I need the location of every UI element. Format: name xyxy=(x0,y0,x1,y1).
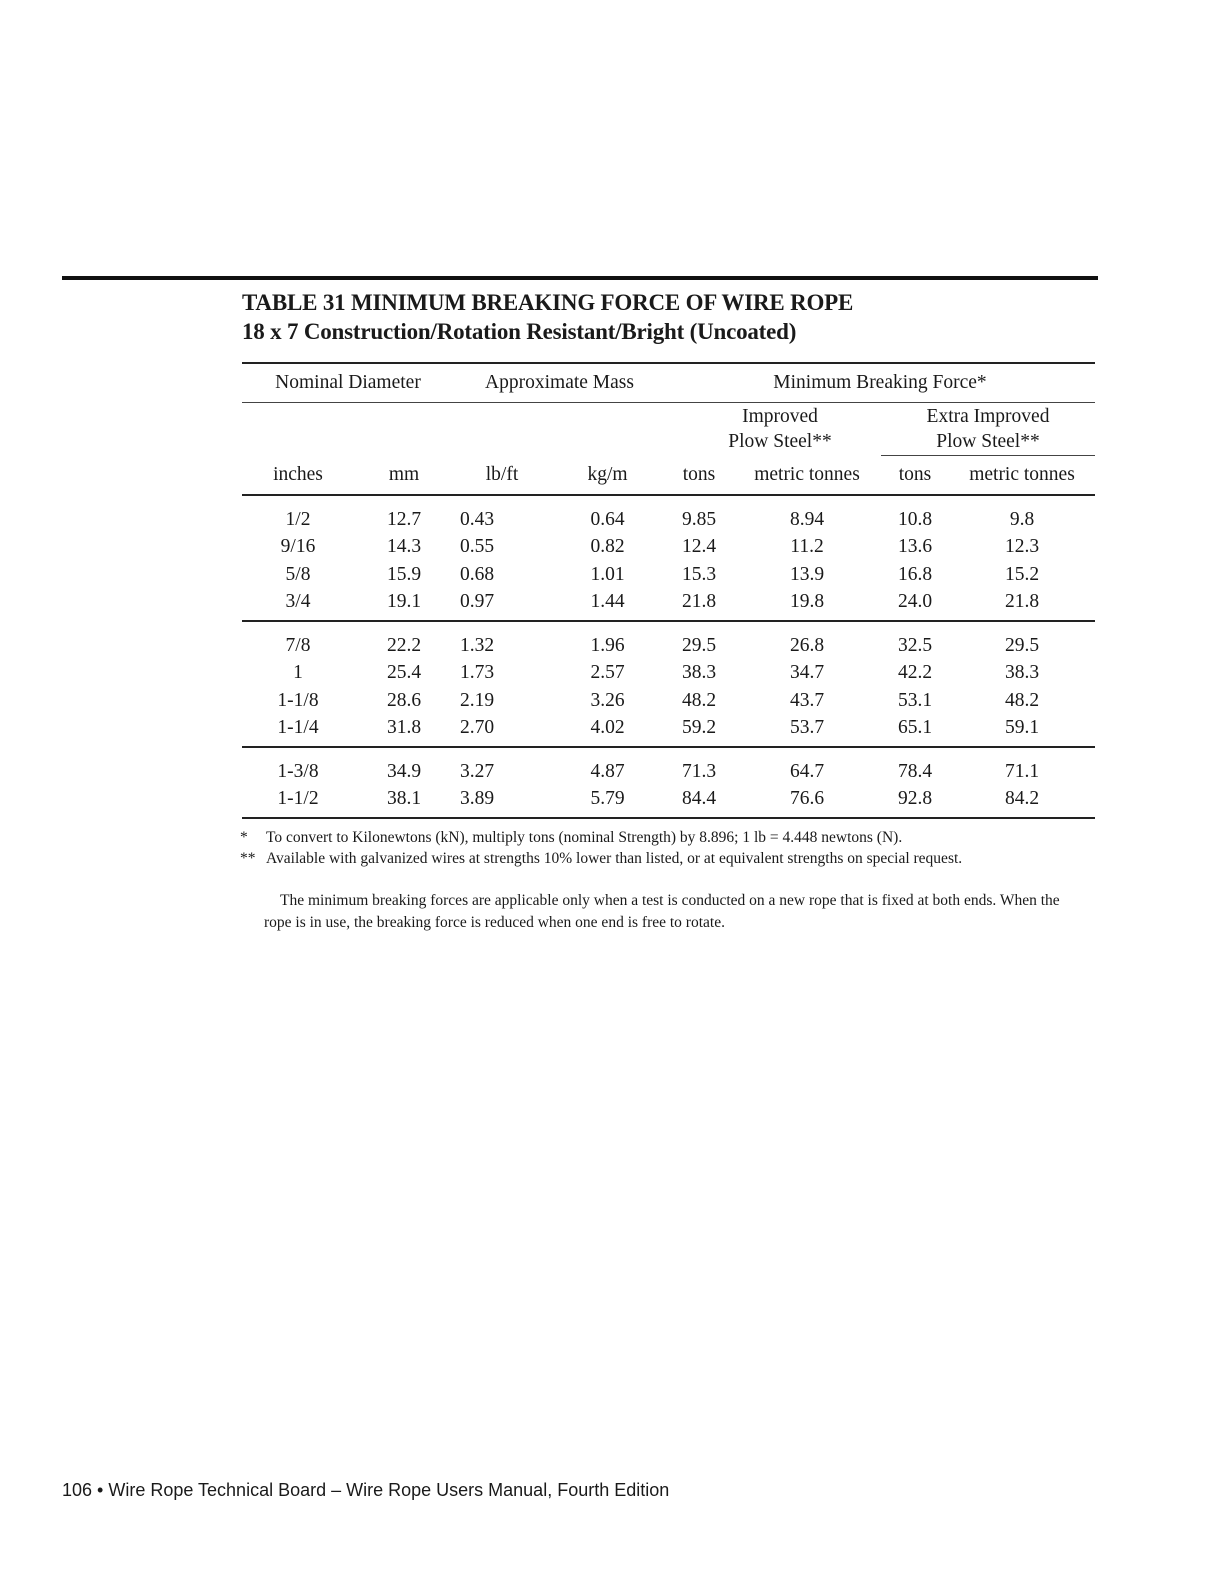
cell-lb-ft: 0.68 xyxy=(460,563,495,585)
table-row xyxy=(242,660,1095,688)
cell-ips-metric-tonnes: 53.7 xyxy=(789,717,825,739)
table-title-block xyxy=(242,288,1102,346)
footnotes xyxy=(240,827,1110,869)
cell-inches: 1-1/2 xyxy=(277,788,319,810)
cell-ips-tons: 48.2 xyxy=(681,689,717,711)
cell-ips-tons: 38.3 xyxy=(681,662,717,684)
footnote-text: To convert to Kilonewtons (kN), multiply tons (nominal Strength) by 8.896; 1 lb = 4.448 newtons (N). xyxy=(266,829,903,846)
cell-mm: 38.1 xyxy=(386,788,422,810)
cell-kg-m: 3.26 xyxy=(590,689,625,711)
unit-inches: inches xyxy=(273,463,323,485)
cell-ips-metric-tonnes: 76.6 xyxy=(789,788,825,810)
cell-ips-tons: 12.4 xyxy=(681,536,717,558)
cell-mm: 14.3 xyxy=(386,536,422,558)
cell-kg-m: 5.79 xyxy=(590,788,625,810)
cell-eips-metric-tonnes: 38.3 xyxy=(1004,662,1040,684)
cell-eips-metric-tonnes: 84.2 xyxy=(1004,788,1040,810)
cell-ips-metric-tonnes: 43.7 xyxy=(789,689,825,711)
header-extra-improved-plow-steel xyxy=(881,403,1095,456)
table-row xyxy=(242,786,1095,819)
cell-eips-tons: 65.1 xyxy=(897,717,933,739)
units-header-row xyxy=(242,456,1095,496)
cell-kg-m: 1.44 xyxy=(590,591,625,613)
cell-eips-metric-tonnes: 48.2 xyxy=(1004,689,1040,711)
cell-mm: 34.9 xyxy=(386,760,422,782)
page-footer: 106 • Wire Rope Technical Board – Wire Rope Users Manual, Fourth Edition xyxy=(62,1480,670,1500)
unit-lb-ft: lb/ft xyxy=(485,463,519,485)
table-row xyxy=(242,534,1095,562)
cell-lb-ft: 3.27 xyxy=(460,760,495,782)
header-approximate-mass: Approximate Mass xyxy=(454,363,665,403)
cell-ips-tons: 84.4 xyxy=(681,788,717,810)
table-row xyxy=(242,687,1095,715)
cell-inches: 1/2 xyxy=(285,508,311,530)
group-header-row xyxy=(242,363,1095,403)
table-title: TABLE 31 MINIMUM BREAKING FORCE OF WIRE ROPE xyxy=(242,290,854,315)
unit-mm: mm xyxy=(388,463,420,485)
cell-ips-metric-tonnes: 13.9 xyxy=(789,563,825,585)
footnote-text: Available with galvanized wires at strengths 10% lower than listed, or at equivalent strengths on special request. xyxy=(266,850,963,867)
cell-lb-ft: 3.89 xyxy=(460,788,495,810)
cell-ips-tons: 21.8 xyxy=(681,591,717,613)
header-extra-improved-line1: Extra Improved xyxy=(926,406,1050,427)
sub-header-row xyxy=(242,403,1095,456)
footnote-1 xyxy=(240,827,1110,848)
unit-metric-tonnes-extra-improved: metric tonnes xyxy=(969,464,1075,485)
cell-mm: 25.4 xyxy=(386,662,422,684)
cell-inches: 9/16 xyxy=(280,536,316,558)
cell-eips-tons: 32.5 xyxy=(897,634,933,656)
cell-mm: 22.2 xyxy=(386,634,422,656)
unit-metric-tonnes-improved: metric tonnes xyxy=(754,463,860,485)
cell-ips-metric-tonnes: 11.2 xyxy=(790,536,824,558)
cell-lb-ft: 1.73 xyxy=(460,662,495,684)
breaking-force-table xyxy=(242,362,1095,819)
cell-lb-ft: 2.19 xyxy=(460,689,495,711)
table-subtitle: 18 x 7 Construction/Rotation Resistant/Bright (Uncoated) xyxy=(242,319,797,344)
table-row xyxy=(242,589,1095,622)
cell-lb-ft: 0.43 xyxy=(460,508,495,530)
cell-mm: 12.7 xyxy=(386,508,422,530)
cell-eips-metric-tonnes: 21.8 xyxy=(1004,591,1040,613)
cell-inches: 3/4 xyxy=(285,591,311,613)
cell-mm: 19.1 xyxy=(386,591,422,613)
cell-eips-tons: 16.8 xyxy=(897,563,933,585)
table-row xyxy=(242,715,1095,748)
breaking-force-note: The minimum breaking forces are applicable only when a test is conducted on a new rope that is fixed at both ends. When the rope is in use, the breaking force is reduced when one end is free to rotate. xyxy=(264,892,1060,931)
cell-inches: 1-1/8 xyxy=(277,689,319,711)
cell-mm: 28.6 xyxy=(386,689,422,711)
cell-eips-tons: 10.8 xyxy=(897,508,933,530)
cell-lb-ft: 1.32 xyxy=(460,634,495,656)
cell-ips-tons: 29.5 xyxy=(681,634,717,656)
unit-tons-improved: tons xyxy=(682,463,716,485)
cell-kg-m: 4.87 xyxy=(590,760,625,782)
header-extra-improved-line2: Plow Steel** xyxy=(936,431,1040,452)
cell-eips-metric-tonnes: 9.8 xyxy=(1009,508,1035,530)
table-row xyxy=(242,561,1095,589)
cell-kg-m: 0.82 xyxy=(590,536,625,558)
cell-eips-tons: 78.4 xyxy=(897,760,933,782)
cell-eips-tons: 13.6 xyxy=(897,536,933,558)
cell-kg-m: 4.02 xyxy=(590,717,625,739)
table-row xyxy=(242,495,1095,534)
header-improved-plow-steel xyxy=(665,403,881,456)
header-minimum-breaking-force: Minimum Breaking Force* xyxy=(665,363,1095,403)
cell-eips-tons: 53.1 xyxy=(897,689,933,711)
table-group-3 xyxy=(242,747,1095,818)
cell-eips-tons: 92.8 xyxy=(897,788,933,810)
header-nominal-diameter: Nominal Diameter xyxy=(242,363,454,403)
cell-ips-tons: 71.3 xyxy=(681,760,717,782)
cell-ips-metric-tonnes: 26.8 xyxy=(789,634,825,656)
cell-lb-ft: 0.97 xyxy=(460,591,495,613)
header-improved-line1: Improved xyxy=(742,406,818,428)
footnote-mark: ** xyxy=(240,850,256,867)
cell-kg-m: 1.01 xyxy=(590,563,625,585)
cell-ips-tons: 59.2 xyxy=(681,717,717,739)
cell-kg-m: 1.96 xyxy=(590,634,625,656)
cell-eips-tons: 42.2 xyxy=(897,662,933,684)
cell-lb-ft: 0.55 xyxy=(460,536,495,558)
cell-eips-tons: 24.0 xyxy=(897,591,933,613)
cell-mm: 15.9 xyxy=(386,563,422,585)
cell-mm: 31.8 xyxy=(386,717,422,739)
cell-eips-metric-tonnes: 71.1 xyxy=(1004,760,1040,782)
cell-eips-metric-tonnes: 12.3 xyxy=(1004,536,1040,558)
cell-inches: 1 xyxy=(293,662,303,684)
cell-lb-ft: 2.70 xyxy=(460,717,495,739)
cell-inches: 5/8 xyxy=(285,563,311,585)
cell-ips-metric-tonnes: 34.7 xyxy=(789,662,825,684)
cell-inches: 1-3/8 xyxy=(277,760,319,782)
header-improved-line2: Plow Steel** xyxy=(728,431,832,453)
cell-ips-tons: 15.3 xyxy=(681,563,717,585)
cell-ips-metric-tonnes: 64.7 xyxy=(789,760,825,782)
cell-eips-metric-tonnes: 15.2 xyxy=(1004,563,1040,585)
cell-inches: 1-1/4 xyxy=(277,717,319,739)
cell-ips-tons: 9.85 xyxy=(681,508,717,530)
cell-eips-metric-tonnes: 59.1 xyxy=(1004,717,1040,739)
cell-ips-metric-tonnes: 8.94 xyxy=(789,508,825,530)
cell-kg-m: 2.57 xyxy=(590,662,625,684)
table-row xyxy=(242,621,1095,660)
footnote-mark: * xyxy=(240,829,248,846)
table-group-2 xyxy=(242,621,1095,747)
cell-eips-metric-tonnes: 29.5 xyxy=(1004,634,1040,656)
table-row xyxy=(242,747,1095,786)
cell-kg-m: 0.64 xyxy=(590,508,625,530)
cell-inches: 7/8 xyxy=(285,634,311,656)
footnote-2 xyxy=(240,848,1110,869)
table-group-1 xyxy=(242,495,1095,621)
unit-kg-m: kg/m xyxy=(587,463,628,485)
top-rule xyxy=(62,276,1098,280)
cell-ips-metric-tonnes: 19.8 xyxy=(789,591,825,613)
unit-tons-extra-improved: tons xyxy=(898,464,932,485)
